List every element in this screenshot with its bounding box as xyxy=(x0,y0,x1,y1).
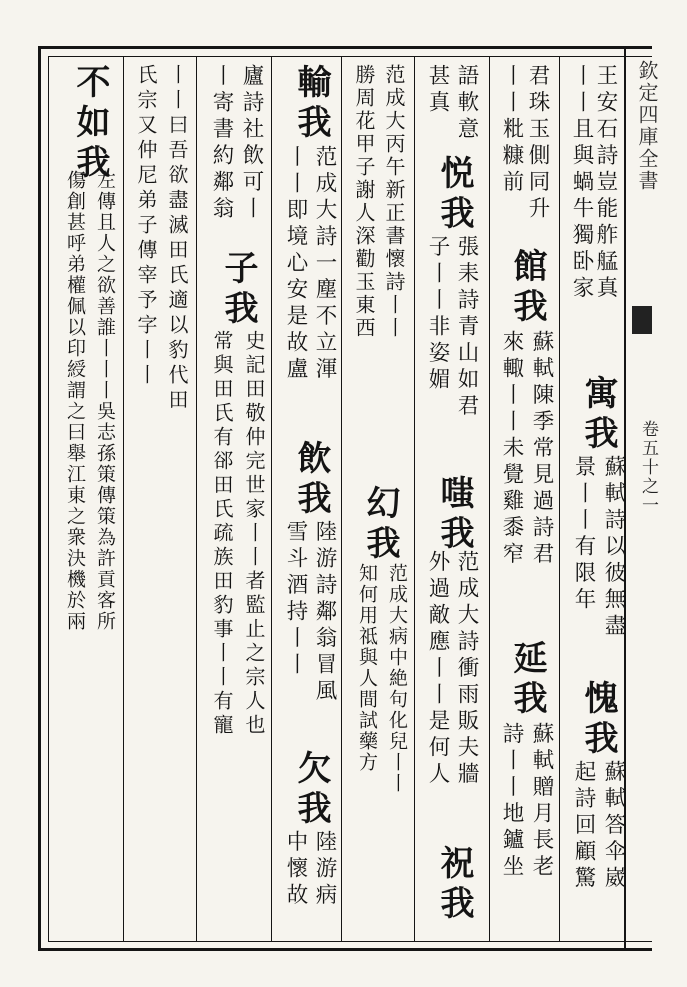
column-3-line-2: 張耒詩青山如君 xyxy=(454,235,479,421)
column-1-headword-1: 寓我 xyxy=(578,375,618,455)
column-8-headword-1: 不如我 xyxy=(70,64,110,184)
column-3-line-top: 甚真 xyxy=(425,64,450,117)
column-5-line-1: 范成大詩一塵不立渾 xyxy=(312,145,337,384)
column-3-headword-3: 祝我 xyxy=(434,845,474,925)
column-6-line-4: 常與田氏有郤田氏疏族田豹事丨丨有寵 xyxy=(210,330,234,738)
column-3-line-3: 子丨丨非姿媚 xyxy=(425,235,450,394)
column-6-line-3: 史記田敬仲完世家丨丨者監止之宗人也 xyxy=(242,330,266,738)
column-5-line-3: 陸游詩鄰翁冒風 xyxy=(312,520,337,706)
column-4-line-2: 范成大丙午新正書懷詩丨丨 xyxy=(382,64,406,340)
outer-border-bottom xyxy=(38,948,652,951)
column-2-headword-2: 延我 xyxy=(507,640,547,720)
column-2-line-3: 蘇軾陳季常見過詩君 xyxy=(529,330,554,569)
column-1-headword-2: 愧我 xyxy=(578,680,618,760)
inner-border-left xyxy=(48,56,49,942)
volume-label: 卷五十之一 xyxy=(638,420,658,515)
column-divider xyxy=(123,57,124,941)
column-8-line-2: 傷創甚呼弟權佩以印綬謂之曰舉江東之衆決機於兩 xyxy=(64,170,86,632)
column-divider xyxy=(559,57,560,941)
column-divider xyxy=(341,57,342,941)
fish-tail-ornament xyxy=(632,306,652,334)
column-4-headword-1: 幻我 xyxy=(360,485,400,565)
column-8-line-1: 左傳且人之欲善誰丨丨丨吳志孫策傳策為許貢客所 xyxy=(94,170,116,632)
column-divider xyxy=(196,57,197,941)
column-2-line-4: 來輙丨丨未覺雞黍窄 xyxy=(499,330,524,569)
column-3-line-1: 語軟意 xyxy=(454,64,479,144)
column-2-line-1: 君珠玉側同升 xyxy=(525,64,550,223)
column-6-line-1: 廬詩社飲可丨 xyxy=(239,64,264,223)
inner-border-bottom xyxy=(48,941,652,942)
column-2-line-5: 蘇軾贈月長老 xyxy=(529,722,554,881)
column-7-line-1: 丨丨曰吾欲盡滅田氏適以豹代田 xyxy=(165,64,189,414)
column-1-line-2: 丨丨且與蝸牛獨卧家 xyxy=(569,64,594,303)
column-5-headword-2: 飲我 xyxy=(291,440,331,520)
column-6-headword-1: 子我 xyxy=(218,250,258,330)
column-5-line-4: 雪斗酒持丨丨 xyxy=(283,520,308,679)
column-divider xyxy=(271,57,272,941)
column-2-line-6: 詩丨丨地鑪坐 xyxy=(499,722,524,881)
column-3-line-4: 范成大詩衝雨販夫牆 xyxy=(454,550,479,789)
column-2-line-2: 丨丨粃糠前 xyxy=(499,64,524,197)
column-5-line-2: 丨丨即境心安是故盧 xyxy=(283,145,308,384)
column-6-line-2: 丨寄書約鄰翁 xyxy=(209,64,234,223)
column-4-line-5: 知何用祗與人間試藥方 xyxy=(356,563,378,773)
column-3-headword-2: 嗤我 xyxy=(434,475,474,555)
column-5-line-5: 陸游病 xyxy=(312,830,337,910)
column-5-headword-1: 輸我 xyxy=(291,64,331,144)
outer-border-top xyxy=(38,46,652,49)
column-1-line-6: 起詩回顧驚 xyxy=(571,760,596,893)
column-divider xyxy=(489,57,490,941)
column-3-headword-1: 悦我 xyxy=(434,155,474,235)
outer-border-left xyxy=(38,46,41,951)
inner-border-top xyxy=(48,56,652,57)
column-7-line-2: 氏宗又仲尼弟子傳宰予字丨丨 xyxy=(134,64,158,389)
column-1-line-3: 蘇軾詩以彼無盡 xyxy=(601,455,626,641)
column-2-headword-1: 館我 xyxy=(507,248,547,328)
column-1-line-4: 景丨丨有限年 xyxy=(571,455,596,614)
book-title: 欽定四庫全書 xyxy=(635,60,659,192)
column-1-line-1: 王安石詩豈能舴艋真 xyxy=(593,64,618,303)
column-divider xyxy=(414,57,415,941)
column-4-line-3: 勝周花甲子謝人深勸玉東西 xyxy=(352,64,376,340)
column-1-line-5: 蘇軾答伞崴 xyxy=(601,760,626,893)
column-3-line-5: 外過敵應丨丨是何人 xyxy=(425,550,450,789)
column-4-line-4: 范成大病中絶句化兒丨丨 xyxy=(386,563,408,794)
column-5-headword-3: 欠我 xyxy=(291,750,331,830)
column-5-line-6: 中懷故 xyxy=(283,830,308,910)
